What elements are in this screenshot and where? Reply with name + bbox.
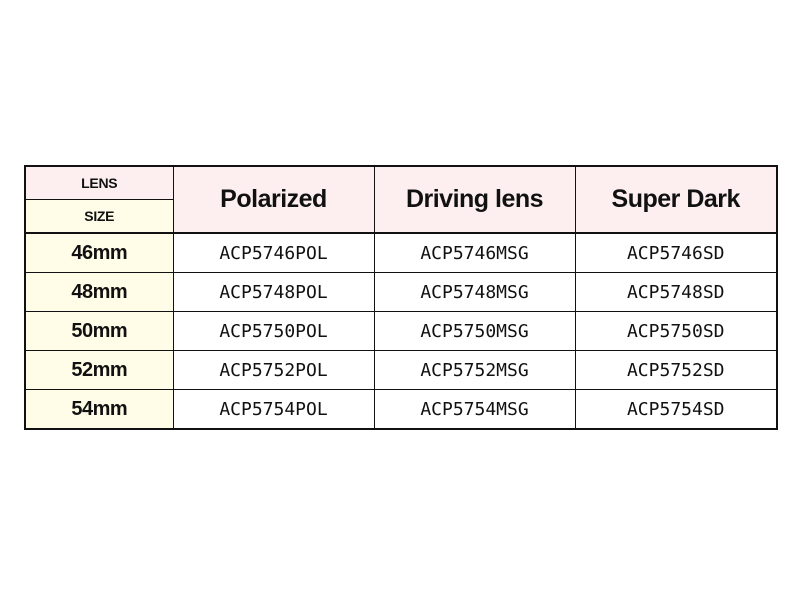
code-cell-super-dark: ACP5750SD xyxy=(575,312,777,351)
code-cell-polarized: ACP5746POL xyxy=(173,233,374,273)
corner-size-label: SIZE xyxy=(25,200,173,234)
size-cell: 54mm xyxy=(25,390,173,430)
code-cell-super-dark: ACP5746SD xyxy=(575,233,777,273)
column-header-polarized: Polarized xyxy=(173,166,374,233)
size-cell: 46mm xyxy=(25,233,173,273)
column-header-super-dark: Super Dark xyxy=(575,166,777,233)
code-cell-driving-lens: ACP5750MSG xyxy=(374,312,575,351)
header-row xyxy=(25,166,777,200)
code-cell-driving-lens: ACP5754MSG xyxy=(374,390,575,430)
code-cell-driving-lens: ACP5748MSG xyxy=(374,273,575,312)
table-row xyxy=(25,233,777,273)
table-row xyxy=(25,390,777,430)
table-row xyxy=(25,351,777,390)
code-cell-polarized: ACP5748POL xyxy=(173,273,374,312)
code-cell-driving-lens: ACP5752MSG xyxy=(374,351,575,390)
table-row xyxy=(25,312,777,351)
code-cell-polarized: ACP5752POL xyxy=(173,351,374,390)
code-cell-driving-lens: ACP5746MSG xyxy=(374,233,575,273)
table-row xyxy=(25,273,777,312)
code-cell-super-dark: ACP5748SD xyxy=(575,273,777,312)
code-cell-polarized: ACP5750POL xyxy=(173,312,374,351)
column-header-driving-lens: Driving lens xyxy=(374,166,575,233)
corner-lens-label: LENS xyxy=(25,166,173,200)
lens-size-table xyxy=(24,165,778,430)
code-cell-super-dark: ACP5752SD xyxy=(575,351,777,390)
size-cell: 52mm xyxy=(25,351,173,390)
code-cell-polarized: ACP5754POL xyxy=(173,390,374,430)
code-cell-super-dark: ACP5754SD xyxy=(575,390,777,430)
size-cell: 50mm xyxy=(25,312,173,351)
size-cell: 48mm xyxy=(25,273,173,312)
